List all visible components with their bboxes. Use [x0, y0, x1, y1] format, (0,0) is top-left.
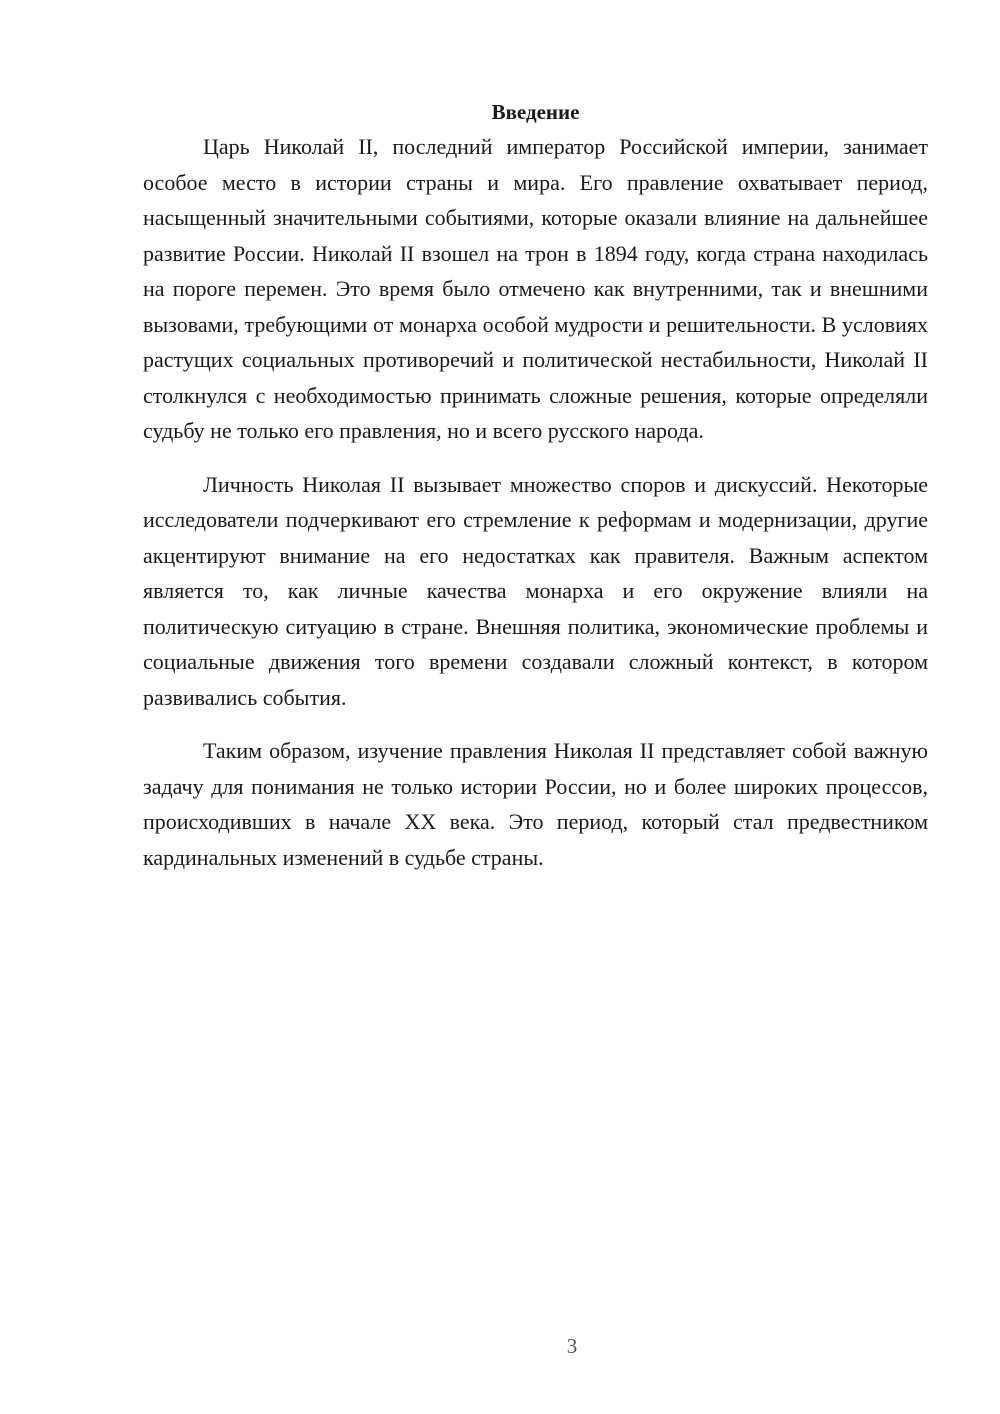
paragraph-2: Личность Николая II вызывает множество споров и дискуссий. Некоторые исследователи подчеркивают его стремление к реформам и модернизации, другие акцентируют внимание на его недостатках как правителя. Важным аспектом является то, как личные качества монарха и его окружение влияли на политическую ситуацию в стране. Внешняя политика, экономические проблемы и социальные движения того времени создавали сложный контекст, в котором развивались события. — [143, 471, 928, 710]
page-content — [143, 96, 928, 893]
paragraph-3: Таким образом, изучение правления Николая II представляет собой важную задачу для понимания не только истории России, но и более широких процессов, происходивших в начале XX века. Это период, который стал предвестником кардинальных изменений в судьбе страны. — [143, 738, 928, 870]
paragraph-1: Царь Николай II, последний император Российской империи, занимает особое место в истории страны и мира. Его правление охватывает период, насыщенный значительными событиями, которые оказали влияние на дальнейшее развитие России. Николай II взошел на трон в 1894 году, когда страна находилась на пороге перемен. Это время было отмечено как внутренними, так и внешними вызовами, требующими от монарха особой мудрости и решительности. В условиях растущих социальных противоречий и политической нестабильности, Николай II столкнулся с необходимостью принимать сложные решения, которые определяли судьбу не только его правления, но и всего русского народа. — [143, 134, 928, 443]
page-number: 3 — [566, 1334, 578, 1358]
section-heading: Введение — [491, 100, 580, 124]
